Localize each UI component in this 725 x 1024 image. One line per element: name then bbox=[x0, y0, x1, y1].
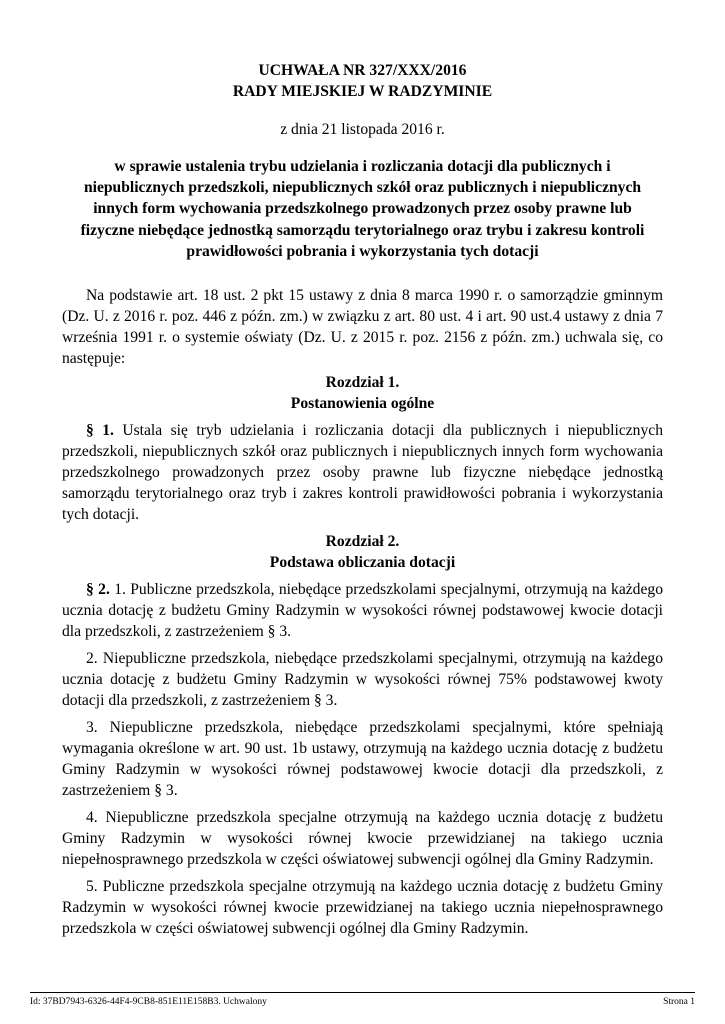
council-name: RADY MIEJSKIEJ W RADZYMINIE bbox=[232, 83, 493, 100]
chapter-1-number: Rozdział 1. bbox=[325, 374, 400, 392]
resolution-date: z dnia 21 listopada 2016 r. bbox=[280, 121, 445, 138]
legal-basis-preamble: Na podstawie art. 18 ust. 2 pkt 15 ustawy z dnia 8 marca 1990 r. o samorządzie gminnym (Dz. U. z 2016 r. poz. 446 z późn. zm.) w związku z art. 80 ust. 4 i art. 90 ust.4 ustawy z dnia 7 września 1991 r. o systemie oświaty (Dz. U. z 2015 r. poz. 2156 z późn. zm.) uchwala się, co następuje: bbox=[62, 287, 663, 368]
resolution-number: UCHWAŁA NR 327/XXX/2016 bbox=[258, 62, 467, 79]
resolution-subject: w sprawie ustalenia trybu udzielania i rozliczania dotacji dla publicznych i niepublicznych przedszkoli, niepublicznych szkół oraz publicznych i niepublicznych innych form wychowania przedszkolnego prowadzonych przez osoby prawne lub fizyczne niebędące jednostką samorządu terytorialnego oraz trybu i zakresu kontroli prawidłowości pobrania i wykorzystania tych dotacji bbox=[80, 158, 645, 260]
chapter-2-number: Rozdział 2. bbox=[325, 533, 400, 551]
chapter-2-title: Podstawa obliczania dotacji bbox=[269, 554, 456, 572]
page-number: Strona 1 bbox=[663, 997, 695, 1007]
page-footer bbox=[30, 992, 695, 1008]
section-1 bbox=[62, 420, 663, 525]
section-2-paragraph-4: 4. Niepubliczne przedszkola specjalne otrzymują na każdego ucznia dotację z budżetu Gminy Radzymin w wysokości równej kwocie przewidzianej na takiego ucznia niepełnosprawnego przedszkola w części oświatowej subwencji ogólnej dla Gminy Radzymin. bbox=[62, 809, 663, 869]
section-2-paragraph-5: 5. Publiczne przedszkola specjalne otrzymują na każdego ucznia dotację z budżetu Gminy Radzymin w wysokości równej kwocie przewidzianej na takiego ucznia niepełnosprawnego przedszkola w części oświatowej subwencji ogólnej dla Gminy Radzymin. bbox=[62, 878, 663, 938]
section-1-text: Ustala się tryb udzielania i rozliczania dotacji dla publicznych i niepublicznych przedszkoli, niepublicznych szkół oraz publicznych i niepublicznych innych form wychowania przedszkolnego prowadzonych przez osoby prawne lub fizyczne niebędące jednostką samorządu terytorialnego oraz tryb i zakres kontroli prawidłowości pobrania i wykorzystania tych dotacji. bbox=[62, 422, 663, 524]
section-1-mark: § 1. bbox=[86, 422, 114, 440]
document-body bbox=[62, 60, 663, 939]
section-2-paragraph-1 bbox=[62, 579, 663, 642]
chapter-1-title: Postanowienia ogólne bbox=[290, 395, 435, 413]
section-2-paragraph-1-text: 1. Publiczne przedszkola, niebędące przedszkolami specjalnymi, otrzymują na każdego ucznia dotację z budżetu Gminy Radzymin w wysokości równej podstawowej kwocie dotacji dla przedszkoli, z zastrzeżeniem § 3. bbox=[62, 581, 663, 641]
section-2-mark: § 2. bbox=[86, 581, 110, 599]
section-2-paragraph-3: 3. Niepubliczne przedszkola, niebędące przedszkolami specjalnymi, które spełniają wymagania określone w art. 90 ust. 1b ustawy, otrzymują na każdego ucznia dotację z budżetu Gminy Radzymin w wysokości równej podstawowej kwocie dotacji dla przedszkoli, z zastrzeżeniem § 3. bbox=[62, 719, 663, 800]
section-2-paragraph-2: 2. Niepubliczne przedszkola, niebędące przedszkolami specjalnymi, otrzymują na każdego ucznia dotację z budżetu Gminy Radzymin w wysokości równej 75% podstawowej kwoty dotacji dla przedszkoli, z zastrzeżeniem § 3. bbox=[62, 650, 663, 710]
document-id: Id: 37BD7943-6326-44F4-9CB8-851E11E158B3. Uchwalony bbox=[30, 997, 267, 1007]
